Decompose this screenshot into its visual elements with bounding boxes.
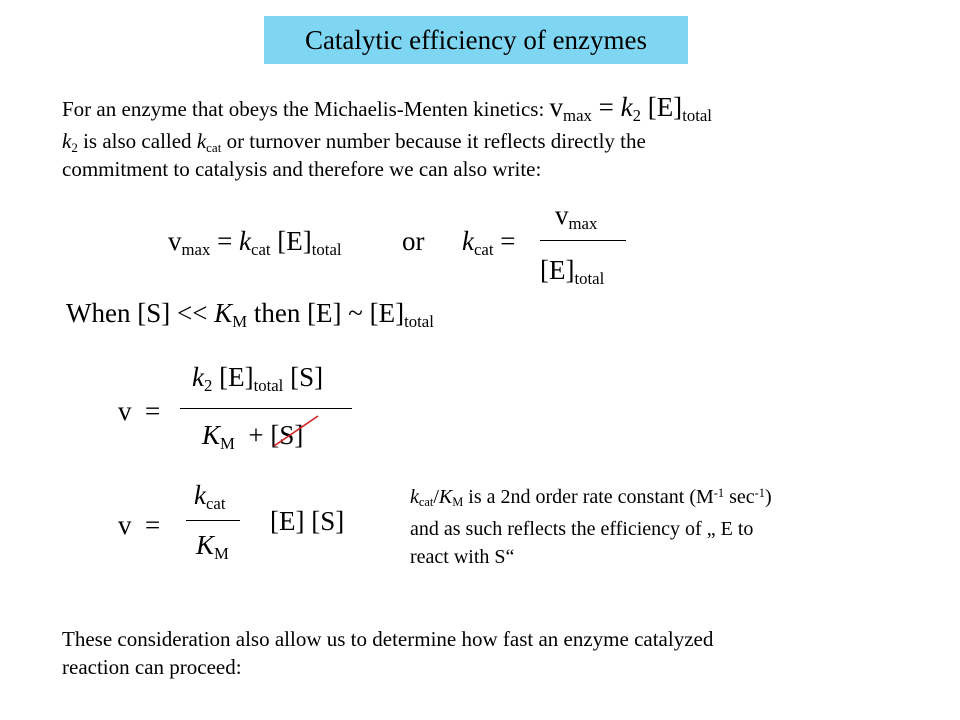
kcat-lhs: kcat =	[462, 226, 516, 259]
mm-equation-lhs: v =	[118, 396, 161, 426]
kcat-fraction-bar	[540, 240, 626, 241]
note-line-2: and as such reflects the efficiency of „ E to	[410, 518, 754, 540]
intro-line-1	[62, 94, 712, 124]
intro-line-2: k2 is also called kcat or turnover number because it reflects directly the	[62, 129, 646, 155]
mm-denominator: KM + [S]	[202, 420, 304, 453]
intro-text-1: For an enzyme that obeys the Michaelis-Menten kinetics:	[62, 97, 545, 121]
footer-line-1: These consideration also allow us to determine how fast an enzyme catalyzed	[62, 627, 714, 651]
vmax-kcat-equation: vmax = kcat [E]total	[168, 226, 342, 259]
kcat-fraction-denominator: [E]total	[540, 255, 605, 288]
page-title: Catalytic efficiency of enzymes	[264, 16, 688, 64]
kcat-over-km-denominator: KM	[196, 530, 229, 563]
or-word: or	[402, 226, 425, 256]
intro-vmax-equation: vmax = k2 [E]total	[549, 92, 712, 125]
kcat-over-km-numerator: kcat	[194, 480, 226, 513]
kcat-over-km-bar	[186, 520, 240, 521]
strike-through-mark	[268, 412, 324, 450]
catalytic-efficiency-equation-lhs: v =	[118, 510, 161, 540]
note-line-3: react with S“	[410, 546, 515, 568]
e-s-term: [E] [S]	[270, 506, 345, 536]
intro-line-3: commitment to catalysis and therefore we can also write:	[62, 157, 542, 181]
footer-line-2: reaction can proceed:	[62, 655, 242, 679]
mm-fraction-bar	[180, 408, 352, 409]
note-line-1: kcat/KM is a 2nd order rate constant ($M^{-1}$ $\sec^{-1}$)	[410, 486, 772, 510]
kcat-fraction-numerator: vmax	[555, 200, 598, 233]
condition-line: When [S] << KM then [E] ~ [E]total	[66, 298, 434, 331]
mm-numerator: k2 [E]total [S]	[192, 362, 324, 395]
